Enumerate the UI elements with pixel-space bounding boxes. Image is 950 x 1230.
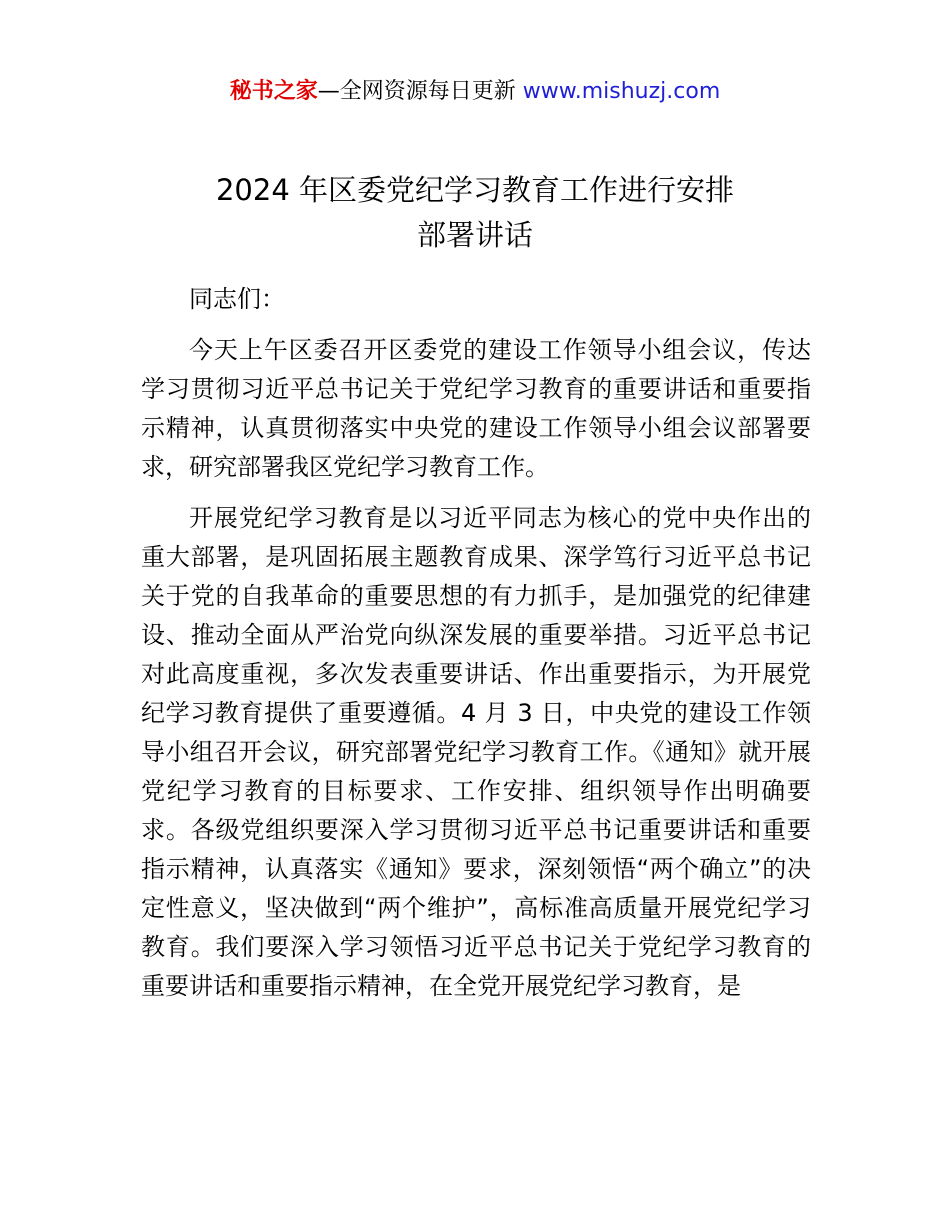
site-url-link[interactable]: www.mishuzj.com xyxy=(522,79,721,104)
title-line-1: 2024 年区委党纪学习教育工作进行安排 xyxy=(215,173,735,207)
paragraph-2: 开展党纪学习教育是以习近平同志为核心的党中央作出的重大部署，是巩固拓展主题教育成果、深学笃行习近平总书记关于党的自我革命的重要思想的有力抓手，是加强党的纪律建设、推动全面从严治党向纵深发展的重要举措。习近平总书记对此高度重视，多次发表重要讲话、作出重要指示，为开展党纪学习教育提供了重要遵循。4 月 3 日，中央党的建设工作领导小组召开会议，研究部署党纪学习教育工作。《通知》就开展党纪学习教育的目标要求、工作安排、组织领导作出明确要求。各级党组织要深入学习贯彻习近平总书记重要讲话和重要指示精神，认真落实《通知》要求，深刻领悟“两个确立”的决定性意义，坚决做到“两个维护”，高标准高质量开展党纪学习教育。我们要深入学习领悟习近平总书记关于党纪学习教育的重要讲话和重要指示精神，在全党开展党纪学习教育，是 xyxy=(141,504,811,1000)
header-tagline: —全网资源每日更新 xyxy=(317,79,523,104)
document-body xyxy=(141,280,811,1018)
salutation: 同志们： xyxy=(189,285,285,313)
document-title xyxy=(0,168,950,258)
brand-name: 秘书之家 xyxy=(229,79,318,104)
site-header xyxy=(0,76,950,108)
title-line-2: 部署讲话 xyxy=(416,218,533,252)
paragraph-1: 今天上午区委召开区委党的建设工作领导小组会议，传达学习贯彻习近平总书记关于党纪学习教育的重要讲话和重要指示精神，认真贯彻落实中央党的建设工作领导小组会议部署要求，研究部署我区党纪学习教育工作。 xyxy=(141,336,811,481)
